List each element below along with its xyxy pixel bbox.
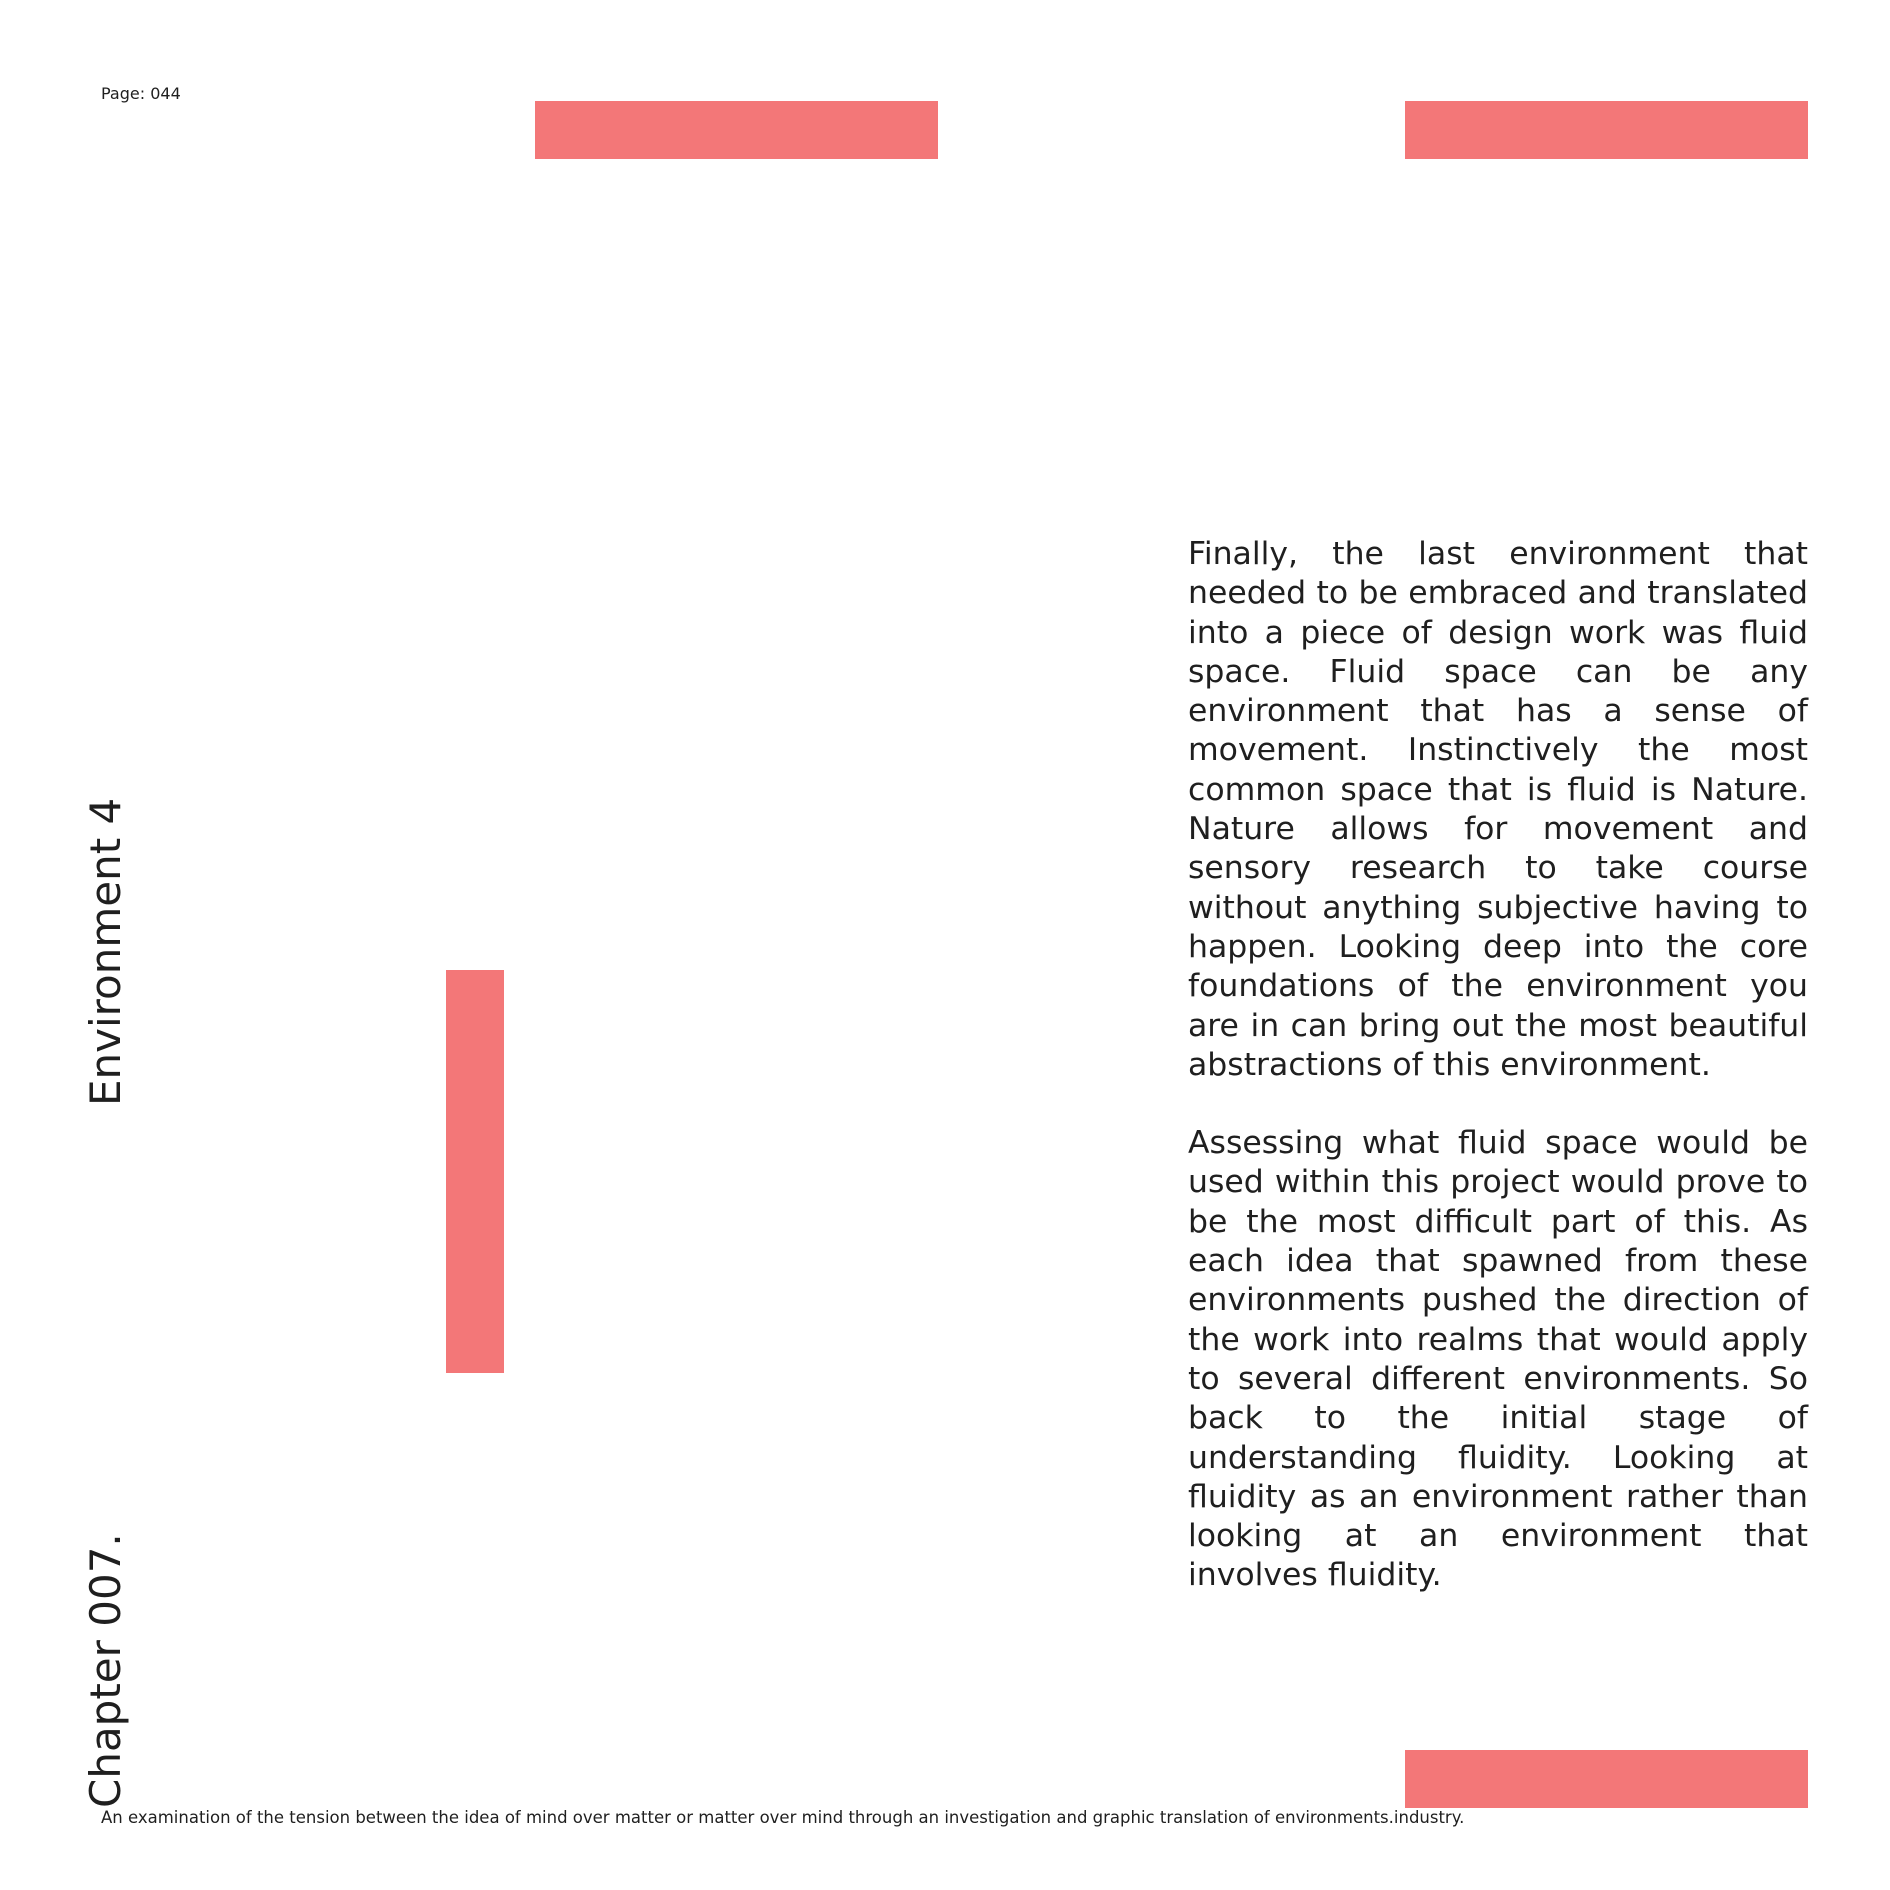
page-number: Page: 044	[101, 84, 181, 103]
accent-bar-vertical	[446, 970, 504, 1373]
environment-title: Environment 4	[81, 797, 130, 1106]
body-paragraph-2: Assessing what fluid space would be used within this project would prove to be the most difficult part of this. As each idea that spawned from these environments pushed the direction of the work into realms that would apply to several different environments. So back to the initial stage of understanding fluidity. Looking at fluidity as an environment rather than looking at an environment that involves fluidity.	[1188, 1125, 1808, 1594]
chapter-title: Chapter 007.	[81, 1533, 130, 1808]
accent-bar-top-right	[1405, 101, 1808, 159]
body-paragraph-1: Finally, the last environment that needed to be embraced and translated into a piece of design work was fluid space. Fluid space can be any environment that has a sense of movement. Instinctively the most common space that is fluid is Nature. Nature allows for movement and sensory research to take course without anything subjective having to happen. Looking deep into the core foundations of the environment you are in can bring out the most beautiful abstractions of this environment.	[1188, 536, 1808, 1083]
footer-caption: An examination of the tension between the idea of mind over matter or matter over mind through an investigation and graphic translation of environments.industry.	[101, 1808, 1465, 1827]
accent-bar-bottom-right	[1405, 1750, 1808, 1808]
body-text	[1188, 535, 1808, 1635]
accent-bar-top-left	[535, 101, 938, 159]
